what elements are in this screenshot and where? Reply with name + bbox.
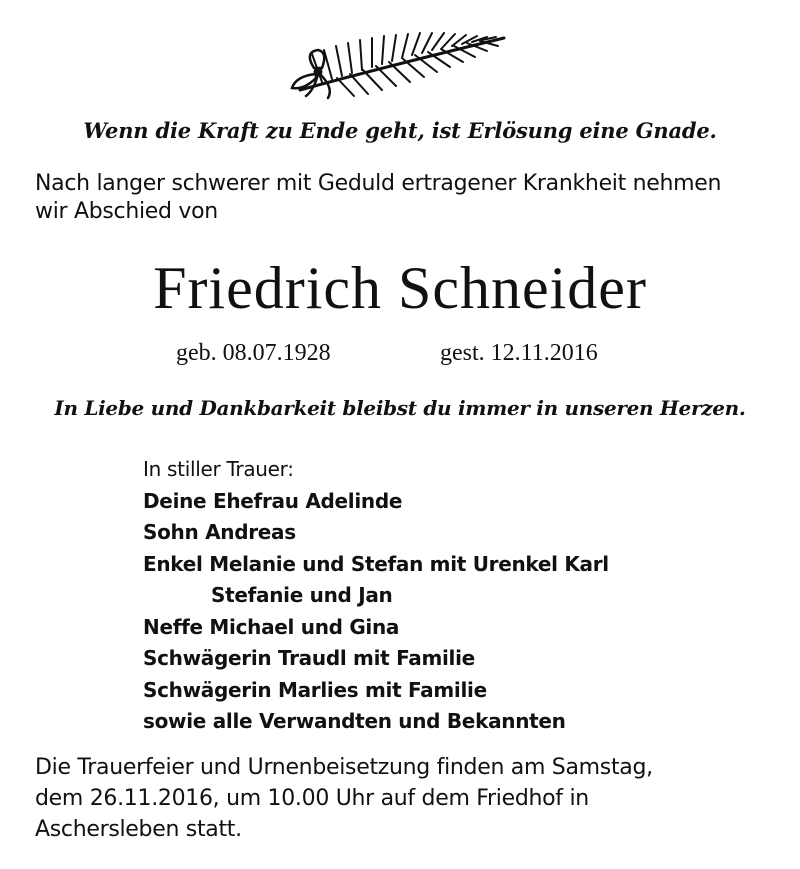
intro-line: Nach langer schwerer mit Geduld ertragener Krankheit nehmen	[35, 171, 722, 196]
mourner-entry: Stefanie und Jan	[211, 583, 393, 607]
motto-quote: Wenn die Kraft zu Ende geht, ist Erlösung eine Gnade.	[83, 118, 717, 143]
funeral-line: dem 26.11.2016, um 10.00 Uhr auf dem Friedhof in	[35, 786, 589, 811]
mourner-entry: Deine Ehefrau Adelinde	[143, 488, 403, 513]
palm-frond-with-ribbon-icon	[282, 30, 512, 102]
intro-text	[35, 170, 785, 226]
intro-line: wir Abschied von	[35, 199, 218, 224]
mourner-entry: Neffe Michael und Gina	[143, 614, 400, 639]
deceased-name: Friedrich Schneider	[153, 255, 647, 321]
mourners-heading: In stiller Trauer:	[143, 457, 294, 481]
funeral-line: Die Trauerfeier und Urnenbeisetzung finden am Samstag,	[35, 755, 653, 780]
mourner-entry: Sohn Andreas	[143, 520, 296, 544]
remembrance-quote: In Liebe und Dankbarkeit bleibst du immer in unseren Herzen.	[54, 396, 746, 420]
mourner-entry: sowie alle Verwandten und Bekannten	[143, 709, 566, 733]
mourners-list	[143, 454, 763, 738]
mourner-entry: Schwägerin Traudl mit Familie	[143, 646, 475, 670]
funeral-line: Aschersleben statt.	[35, 817, 242, 842]
mourner-entry: Enkel Melanie und Stefan mit Urenkel Karl	[143, 551, 609, 576]
death-date: gest. 12.11.2016	[440, 340, 598, 366]
funeral-details	[35, 752, 755, 845]
birth-date: geb. 08.07.1928	[176, 340, 331, 366]
mourner-entry: Schwägerin Marlies mit Familie	[143, 677, 487, 702]
